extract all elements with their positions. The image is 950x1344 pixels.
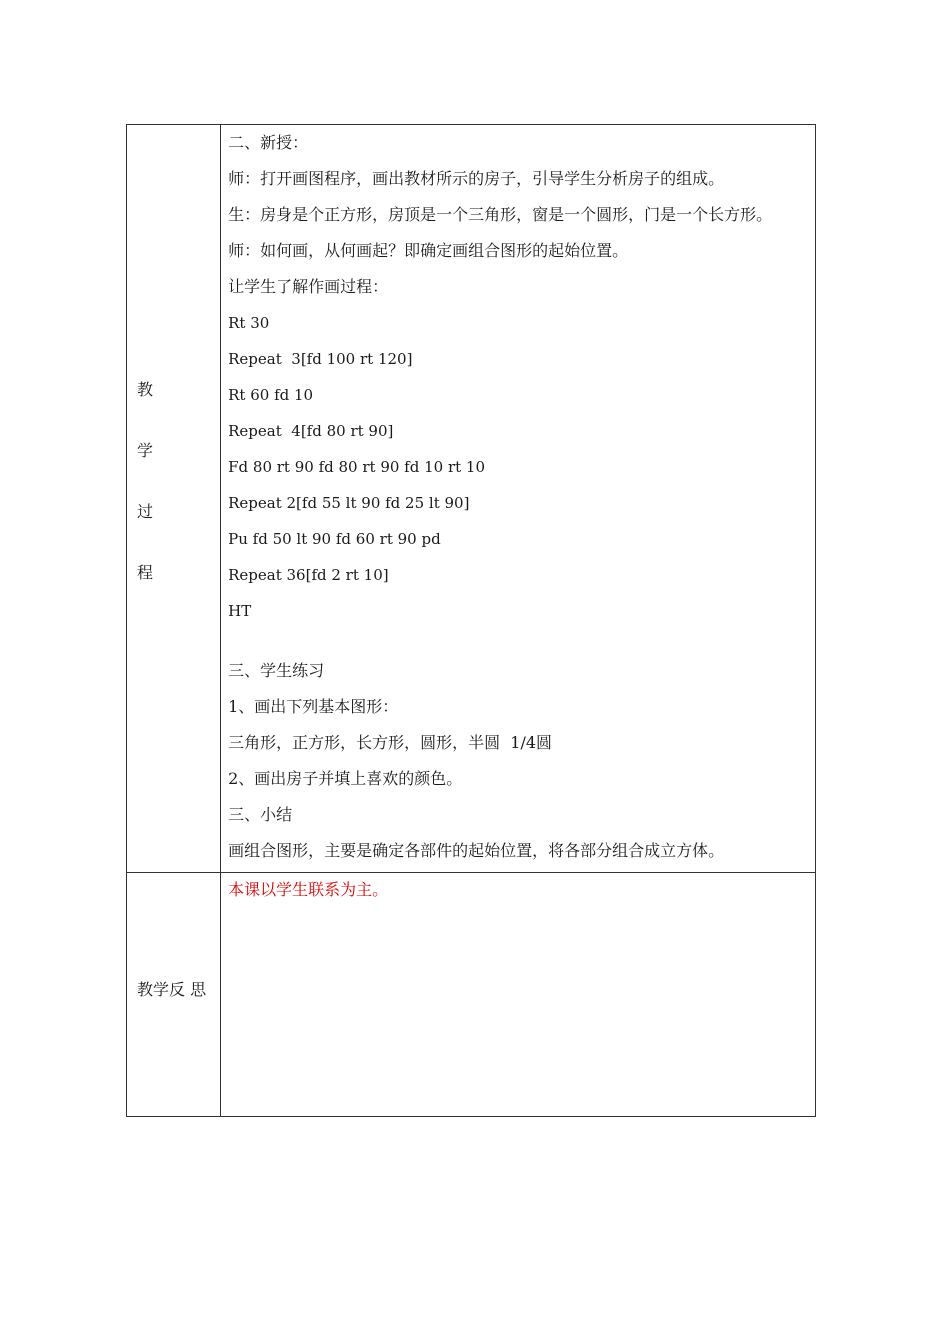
code-line: Repeat 2[fd 55 lt 90 fd 25 lt 90] (228, 494, 470, 512)
text-line: 1、画出下列基本图形： (228, 697, 399, 716)
text-line: 让学生了解作画过程： (228, 277, 389, 296)
teaching-process-label (137, 359, 153, 603)
code-line: Repeat 4[fd 80 rt 90] (228, 422, 394, 440)
teaching-reflection-row (127, 873, 816, 1117)
lesson-plan-table (126, 124, 816, 1117)
teaching-process-row (127, 125, 816, 873)
teaching-reflection-label-cell (127, 873, 221, 1117)
section-heading-practice: 三、学生练习 (228, 661, 325, 680)
text-line: 师：打开画图程序，画出教材所示的房子，引导学生分析房子的组成。 (228, 169, 725, 188)
teaching-reflection-label: 教学反 思 (137, 980, 207, 999)
reflection-text: 本课以学生联系为主。 (228, 880, 389, 899)
teaching-process-content (221, 125, 816, 873)
section-heading-new-lesson: 二、新授： (228, 133, 309, 152)
label-char: 过 (137, 502, 154, 521)
code-line: Rt 60 fd 10 (228, 386, 314, 404)
code-line: Pu fd 50 lt 90 fd 60 rt 90 pd (228, 530, 441, 548)
code-line: Fd 80 rt 90 fd 80 rt 90 fd 10 rt 10 (228, 458, 486, 476)
text-line: 画组合图形，主要是确定各部件的起始位置，将各部分组合成立方体。 (228, 841, 725, 860)
text-line: 三角形，正方形，长方形，圆形，半圆 1/4圆 (228, 733, 553, 752)
code-line: Rt 30 (228, 314, 270, 332)
text-line: 生：房身是个正方形，房顶是一个三角形，窗是一个圆形，门是一个长方形。 (228, 205, 773, 224)
code-line: Repeat 36[fd 2 rt 10] (228, 566, 389, 584)
code-line: Repeat 3[fd 100 rt 120] (228, 350, 413, 368)
text-line: 2、画出房子并填上喜欢的颜色。 (228, 769, 463, 788)
teaching-reflection-content (221, 873, 816, 1117)
teaching-process-label-cell (127, 125, 221, 873)
text-line: 师：如何画，从何画起？即确定画组合图形的起始位置。 (228, 241, 629, 260)
label-char: 学 (137, 441, 154, 460)
label-char: 教 (137, 380, 154, 399)
code-line: HT (228, 602, 252, 620)
section-heading-summary: 三、小结 (228, 805, 293, 824)
spacer (228, 632, 815, 656)
label-char: 程 (137, 563, 154, 582)
